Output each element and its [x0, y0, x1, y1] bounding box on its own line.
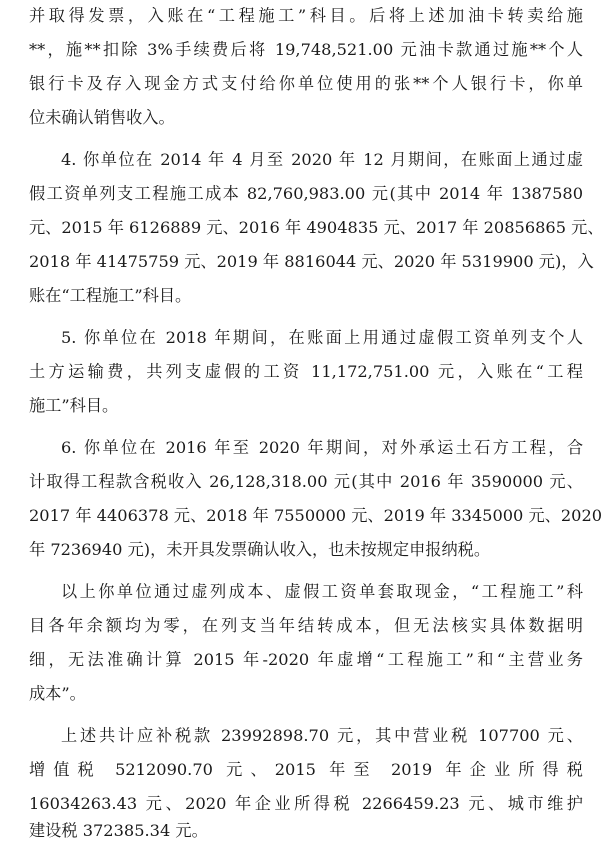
text-line-20: 成本”。	[29, 684, 86, 703]
text-line-4: 位未确认销售收入。	[29, 108, 175, 127]
text-line-22: 增值税 5212090.70 元、2015 年至 2019 年企业所得税	[29, 760, 583, 779]
text-line-7: 元、2015 年 6126889 元、2016 年 4904835 元、2017 年 20856865 元、	[29, 218, 604, 237]
text-line-9: 账在“工程施工”科目。	[29, 286, 192, 305]
text-line-19: 细，无法准确计算 2015 年-2020 年虚增“工程施工”和“主营业务	[29, 650, 583, 669]
text-line-16: 年 7236940 元)，未开具发票确认收入，也未按规定申报纳税。	[29, 540, 491, 559]
text-line-11: 土方运输费，共列支虚假的工资 11,172,751.00 元，入账在“工程	[29, 362, 583, 381]
text-line-10: 5. 你单位在 2018 年期间，在账面上用通过虚假工资单列支个人	[61, 328, 583, 347]
text-line-8: 2018 年 41475759 元、2019 年 8816044 元、2020 年 5319900 元)，入	[29, 252, 594, 271]
text-line-12: 施工”科目。	[29, 396, 119, 415]
text-line-6: 假工资单列支工程施工成本 82,760,983.00 元(其中 2014 年 1387580	[29, 184, 583, 203]
text-line-18: 目各年余额均为零，在列支当年结转成本，但无法核实具体数据明	[29, 616, 583, 635]
text-line-15: 2017 年 4406378 元、2018 年 7550000 元、2019 年 3345000 元、2020	[29, 506, 603, 525]
text-line-2: **，施**扣除 3%手续费后将 19,748,521.00 元油卡款通过施**个人	[29, 40, 583, 59]
text-line-23: 16034263.43 元、2020 年企业所得税 2266459.23 元、城市维护	[29, 794, 583, 813]
text-line-13: 6. 你单位在 2016 年至 2020 年期间，对外承运土石方工程，合	[61, 438, 583, 457]
text-line-3: 银行卡及存入现金方式支付给你单位使用的张**个人银行卡，你单	[29, 74, 583, 93]
text-line-17: 以上你单位通过虚列成本、虚假工资单套取现金，“工程施工”科	[61, 582, 583, 601]
text-line-21: 上述共计应补税款 23992898.70 元，其中营业税 107700 元、	[61, 726, 583, 745]
text-line-5: 4. 你单位在 2014 年 4 月至 2020 年 12 月期间，在账面上通过虚	[61, 150, 583, 169]
text-line-24: 建设税 372385.34 元。	[29, 821, 208, 840]
text-line-14: 计取得工程款含税收入 26,128,318.00 元(其中 2016 年 3590000 元、	[29, 472, 583, 491]
text-line-1: 并取得发票，入账在“工程施工”科目。后将上述加油卡转卖给施	[29, 6, 583, 25]
